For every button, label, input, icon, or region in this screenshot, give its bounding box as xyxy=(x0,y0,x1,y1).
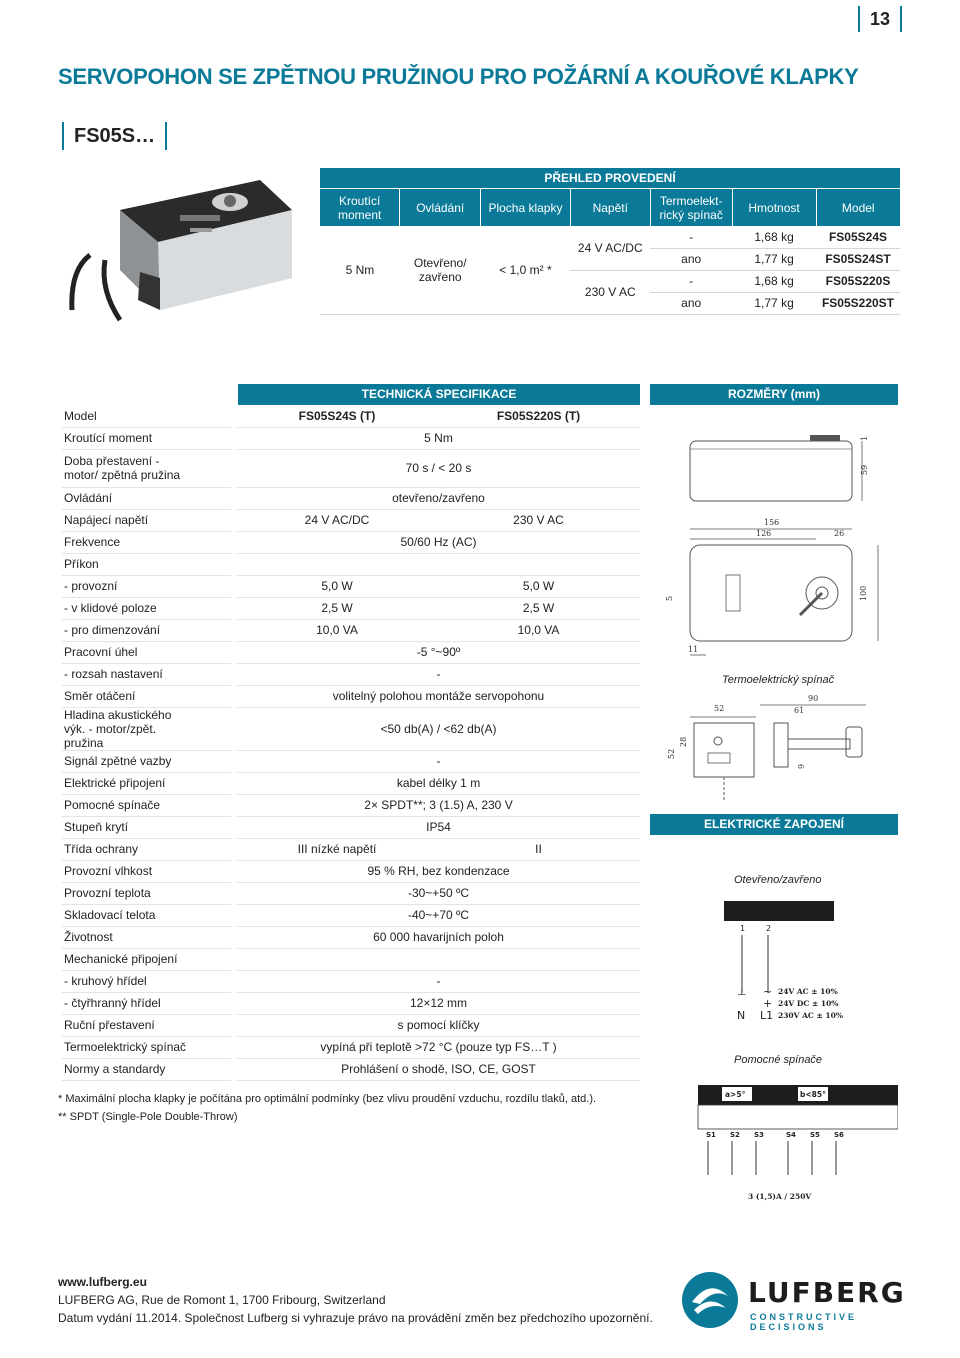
symbol-ground: ⊥ xyxy=(737,985,747,998)
spec-model-2: FS05S220S (T) xyxy=(437,405,640,427)
spec-row xyxy=(62,685,640,707)
ov-model-2: FS05S24ST xyxy=(816,248,900,270)
overview-header: PŘEHLED PROVEDENÍ xyxy=(320,168,900,189)
spec-row xyxy=(62,641,640,663)
spec-value-2: 230 V AC xyxy=(437,509,640,531)
dim-9: 9 xyxy=(797,763,806,769)
spec-value-2: 5,0 W xyxy=(437,575,640,597)
footer-address: LUFBERG AG, Rue de Romont 1, 1700 Fribourg, Switzerland xyxy=(58,1293,386,1307)
spec-label: Mechanické připojení xyxy=(62,948,234,970)
terminal-1: 1 xyxy=(740,924,746,933)
spec-row xyxy=(62,904,640,926)
spec-label: Normy a standardy xyxy=(62,1058,234,1080)
spec-row xyxy=(62,663,640,685)
ov-thermo-2: ano xyxy=(650,248,732,270)
aux-switch-label: Pomocné spínače xyxy=(734,1054,823,1066)
logo-wordmark: LUFBERG xyxy=(748,1276,906,1309)
spec-value xyxy=(234,948,640,970)
spec-row xyxy=(62,838,640,860)
ov-weight-3: 1,68 kg xyxy=(732,270,816,292)
ov-weight-4: 1,77 kg xyxy=(732,292,816,314)
spec-label: Model xyxy=(62,405,234,427)
spec-header: TECHNICKÁ SPECIFIKACE xyxy=(238,384,640,405)
symbol-l1: L1 xyxy=(760,1009,774,1022)
page-number: 13 xyxy=(869,9,891,29)
spec-label: - pro dimenzování xyxy=(62,619,234,641)
spec-value-2: 10,0 VA xyxy=(437,619,640,641)
spec-row xyxy=(62,926,640,948)
spec-value-2: II xyxy=(437,838,640,860)
dimension-drawing xyxy=(650,405,898,805)
spec-label: Ovládání xyxy=(62,487,234,509)
dim-126: 126 xyxy=(756,529,772,538)
footer-website[interactable]: www.lufberg.eu xyxy=(58,1275,147,1289)
ov-col-control: Ovládání xyxy=(400,189,481,226)
spec-label: - kruhový hřídel xyxy=(62,970,234,992)
ov-thermo-3: - xyxy=(650,270,732,292)
open-close-label: Otevřeno/zavřeno xyxy=(734,874,822,886)
spec-row xyxy=(62,860,640,882)
actuator-image xyxy=(60,160,300,330)
spec-row xyxy=(62,449,640,487)
dim-90: 90 xyxy=(808,694,819,703)
spec-row xyxy=(62,1036,640,1058)
spec-value: - xyxy=(234,970,640,992)
ov-col-model: Model xyxy=(816,189,900,226)
ov-col-voltage: Napětí xyxy=(570,189,650,226)
footnote-1: * Maximální plocha klapky je počítána pro optimální podmínky (bez vlivu proudění vzduchu, rozdílu tlaků, atd.). xyxy=(58,1093,597,1105)
spec-value: 95 % RH, bez kondenzace xyxy=(234,860,640,882)
ov-model-4: FS05S220ST xyxy=(816,292,900,314)
spec-value: IP54 xyxy=(234,816,640,838)
aux-a: a>5° xyxy=(725,1090,746,1099)
spec-value: 2× SPDT**; 3 (1.5) A, 230 V xyxy=(234,794,640,816)
spec-value xyxy=(234,553,640,575)
spec-row xyxy=(62,531,640,553)
dimensions-section xyxy=(650,384,898,805)
symbol-n: N xyxy=(737,1009,746,1022)
spec-label: - provozní xyxy=(62,575,234,597)
spec-label: Elektrické připojení xyxy=(62,772,234,794)
spec-label: Životnost xyxy=(62,926,234,948)
spec-row xyxy=(62,948,640,970)
spec-section xyxy=(62,384,640,1081)
spec-value: -30~+50 ºC xyxy=(234,882,640,904)
dim-52a: 52 xyxy=(714,704,725,713)
dim-52b: 52 xyxy=(667,748,676,759)
aux-b: b<85° xyxy=(800,1090,826,1099)
spec-row xyxy=(62,707,640,750)
electrical-section xyxy=(650,814,898,1215)
ov-col-torque: Kroutící moment xyxy=(320,189,400,226)
dim-26: 26 xyxy=(834,529,845,538)
spec-label: Skladovací telota xyxy=(62,904,234,926)
spec-label: Frekvence xyxy=(62,531,234,553)
ov-voltage-2: 230 V AC xyxy=(570,270,650,314)
spec-row xyxy=(62,772,640,794)
spec-value: 5 Nm xyxy=(234,427,640,449)
ov-col-weight: Hmotnost xyxy=(732,189,816,226)
spec-label: Pomocné spínače xyxy=(62,794,234,816)
spec-row xyxy=(62,509,640,531)
spec-row xyxy=(62,970,640,992)
ov-thermo-1: - xyxy=(650,226,732,248)
ov-voltage-1: 24 V AC/DC xyxy=(570,226,650,270)
spec-row xyxy=(62,597,640,619)
spec-value: -5 °~90º xyxy=(234,641,640,663)
volt-24ac: 24V AC ± 10% xyxy=(778,987,838,996)
ov-model-3: FS05S220S xyxy=(816,270,900,292)
ov-col-thermo: Termoelekt-rický spínač xyxy=(650,189,732,226)
page-title: SERVOPOHON SE ZPĚTNOU PRUŽINOU PRO POŽÁRNÍ A KOUŘOVÉ KLAPKY xyxy=(58,64,859,89)
spec-label: Třída ochrany xyxy=(62,838,234,860)
spec-value: kabel délky 1 m xyxy=(234,772,640,794)
spec-label: - v klidové poloze xyxy=(62,597,234,619)
switch-s5: S5 xyxy=(810,1131,820,1139)
wiring-diagram xyxy=(650,835,898,1215)
spec-label: Doba přestavení - motor/ zpětná pružina xyxy=(62,449,234,487)
spec-value-1: 2,5 W xyxy=(234,597,437,619)
lufberg-logo xyxy=(680,1270,910,1330)
spec-label: - rozsah nastavení xyxy=(62,663,234,685)
ov-weight-1: 1,68 kg xyxy=(732,226,816,248)
ov-torque: 5 Nm xyxy=(320,226,400,314)
spec-row xyxy=(62,816,640,838)
spec-label: Provozní teplota xyxy=(62,882,234,904)
footnotes xyxy=(58,1090,596,1126)
switch-s2: S2 xyxy=(730,1131,740,1139)
spec-value: - xyxy=(234,663,640,685)
footer xyxy=(58,1274,653,1326)
spec-label: Termoelektrický spínač xyxy=(62,1036,234,1058)
dim-1: 1 xyxy=(860,435,869,441)
dim-156: 156 xyxy=(764,518,780,527)
spec-row xyxy=(62,882,640,904)
dim-59: 59 xyxy=(860,464,869,475)
volt-230ac: 230V AC ± 10% xyxy=(778,1011,843,1020)
spec-label: Kroutící moment xyxy=(62,427,234,449)
spec-row xyxy=(62,794,640,816)
spec-value: 12×12 mm xyxy=(234,992,640,1014)
spec-value: 70 s / < 20 s xyxy=(234,449,640,487)
ov-thermo-4: ano xyxy=(650,292,732,314)
overview-table-wrap xyxy=(320,168,900,315)
spec-row xyxy=(62,619,640,641)
spec-label: - čtyřhranný hřídel xyxy=(62,992,234,1014)
spec-model-row xyxy=(62,405,640,427)
spec-row xyxy=(62,575,640,597)
spec-value: Prohlášení o shodě, ISO, CE, GOST xyxy=(234,1058,640,1080)
ov-area: < 1,0 m² * xyxy=(481,226,571,314)
switch-s6: S6 xyxy=(834,1131,844,1139)
spec-label: Signál zpětné vazby xyxy=(62,750,234,772)
dim-100: 100 xyxy=(859,585,868,601)
ov-col-area: Plocha klapky xyxy=(481,189,571,226)
spec-label: Provozní vlhkost xyxy=(62,860,234,882)
dim-28: 28 xyxy=(679,736,688,747)
overview-table xyxy=(320,189,900,315)
symbol-plus: + xyxy=(763,997,773,1010)
electrical-header: ELEKTRICKÉ ZAPOJENÍ xyxy=(650,814,898,835)
spec-value: -40~+70 ºC xyxy=(234,904,640,926)
spec-label: Příkon xyxy=(62,553,234,575)
ov-control: Otevřeno/ zavřeno xyxy=(400,226,481,314)
ov-model-1: FS05S24S xyxy=(816,226,900,248)
switch-s4: S4 xyxy=(786,1131,796,1139)
spec-label: Ruční přestavení xyxy=(62,1014,234,1036)
spec-row xyxy=(62,750,640,772)
spec-label: Hladina akustického výk. - motor/zpět. pružina xyxy=(62,707,234,750)
spec-row xyxy=(62,553,640,575)
spec-row xyxy=(62,992,640,1014)
symbol-ac: ~ xyxy=(763,985,773,998)
spec-value: otevřeno/zavřeno xyxy=(234,487,640,509)
thermo-switch-label: Termoelektrický spínač xyxy=(722,674,835,686)
switch-s3: S3 xyxy=(754,1131,764,1139)
page-number-box xyxy=(858,6,902,32)
ov-weight-2: 1,77 kg xyxy=(732,248,816,270)
spec-value: s pomocí klíčky xyxy=(234,1014,640,1036)
spec-value: <50 db(A) / <62 db(A) xyxy=(234,707,640,750)
dim-5: 5 xyxy=(665,595,674,601)
footnote-2: ** SPDT (Single-Pole Double-Throw) xyxy=(58,1111,238,1123)
switch-s1: S1 xyxy=(706,1131,716,1139)
dim-11: 11 xyxy=(688,645,699,654)
series-label: FS05S… xyxy=(74,125,156,147)
logo-mark-icon xyxy=(680,1270,740,1330)
spec-label: Směr otáčení xyxy=(62,685,234,707)
dimensions-header: ROZMĚRY (mm) xyxy=(650,384,898,405)
spec-row xyxy=(62,487,640,509)
spec-value-1: III nízké napětí xyxy=(234,838,437,860)
spec-row xyxy=(62,427,640,449)
aux-rating: 3 (1,5)A / 250V xyxy=(748,1192,812,1201)
product-photo xyxy=(60,160,300,330)
footer-date: Datum vydání 11.2014. Společnost Lufberg si vyhrazuje právo na provádění změn bez předchozího upozornění. xyxy=(58,1311,653,1325)
terminal-2: 2 xyxy=(766,924,772,933)
spec-value: - xyxy=(234,750,640,772)
spec-row xyxy=(62,1058,640,1080)
spec-model-1: FS05S24S (T) xyxy=(234,405,437,427)
series-label-box xyxy=(62,122,167,150)
spec-value: volitelný polohou montáže servopohonu xyxy=(234,685,640,707)
spec-value-1: 10,0 VA xyxy=(234,619,437,641)
spec-value: 50/60 Hz (AC) xyxy=(234,531,640,553)
spec-value: vypíná při teplotě >72 °C (pouze typ FS…T ) xyxy=(234,1036,640,1058)
spec-label: Pracovní úhel xyxy=(62,641,234,663)
spec-label: Napájecí napětí xyxy=(62,509,234,531)
spec-value-2: 2,5 W xyxy=(437,597,640,619)
spec-label: Stupeň krytí xyxy=(62,816,234,838)
spec-value: 60 000 havarijních poloh xyxy=(234,926,640,948)
spec-value-1: 5,0 W xyxy=(234,575,437,597)
spec-row xyxy=(62,1014,640,1036)
logo-tagline: CONSTRUCTIVE DECISIONS xyxy=(750,1312,858,1332)
spec-value-1: 24 V AC/DC xyxy=(234,509,437,531)
spec-table xyxy=(62,405,640,1081)
volt-24dc: 24V DC ± 10% xyxy=(778,999,839,1008)
dim-61: 61 xyxy=(794,706,805,715)
